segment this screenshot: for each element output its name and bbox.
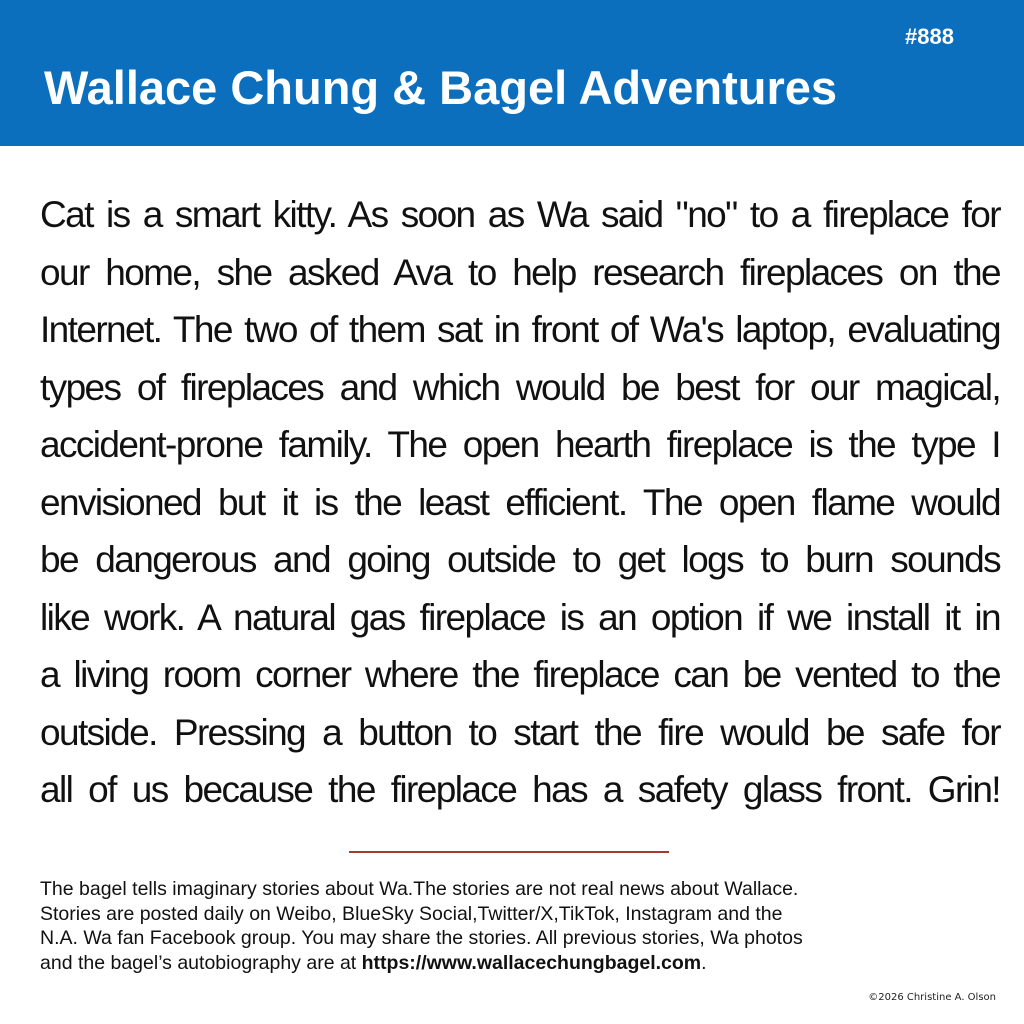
footer-line: The bagel tells imaginary stories about Wa.The stories are not real news about Wallace. [40, 878, 799, 900]
footer-last-line [40, 951, 980, 976]
story-line: accident-prone family. The open hearth fireplace is the type I [40, 424, 1000, 465]
page-title: Wallace Chung & Bagel Adventures [44, 61, 838, 114]
footer-line: N.A. Wa fan Facebook group. You may share the stories. All previous stories, Wa photos [40, 927, 803, 949]
story-line: Internet. The two of them sat in front of Wa's laptop, evaluating [40, 309, 1000, 350]
story-line: all of us because the fireplace has a safety glass front. Grin! [40, 769, 1000, 810]
header-banner [0, 0, 1024, 146]
story-text [40, 186, 1000, 819]
story-line: outside. Pressing a button to start the fire would be safe for [40, 711, 1000, 753]
footer-line: Stories are posted daily on Weibo, BlueSky Social,Twitter/X,TikTok, Instagram and the [40, 902, 783, 925]
story-line: envisioned but it is the least efficient. The open flame would [40, 481, 1000, 523]
story-line: Cat is a smart kitty. As soon as Wa said "no" to a fireplace for [40, 194, 1000, 235]
story-line: our home, she asked Ava to help research fireplaces on the [40, 251, 1000, 293]
footer-line: and the bagel’s autobiography are at [40, 951, 362, 974]
story-line: be dangerous and going outside to get logs to burn sounds [40, 539, 1000, 580]
story-line: a living room corner where the fireplace can be vented to the [40, 654, 1000, 695]
website-link[interactable]: https://www.wallacechungbagel.com [361, 951, 702, 974]
story-line: types of fireplaces and which would be best for our magical, [40, 366, 1000, 408]
footer-link-suffix: . [701, 951, 707, 974]
story-number: #888 [905, 24, 954, 49]
copyright-notice: ©2026 Christine A. Olson [868, 992, 996, 1003]
divider [349, 851, 669, 853]
story-line: like work. A natural gas fireplace is an option if we install it in [40, 596, 1000, 638]
footer-disclaimer [40, 877, 980, 975]
